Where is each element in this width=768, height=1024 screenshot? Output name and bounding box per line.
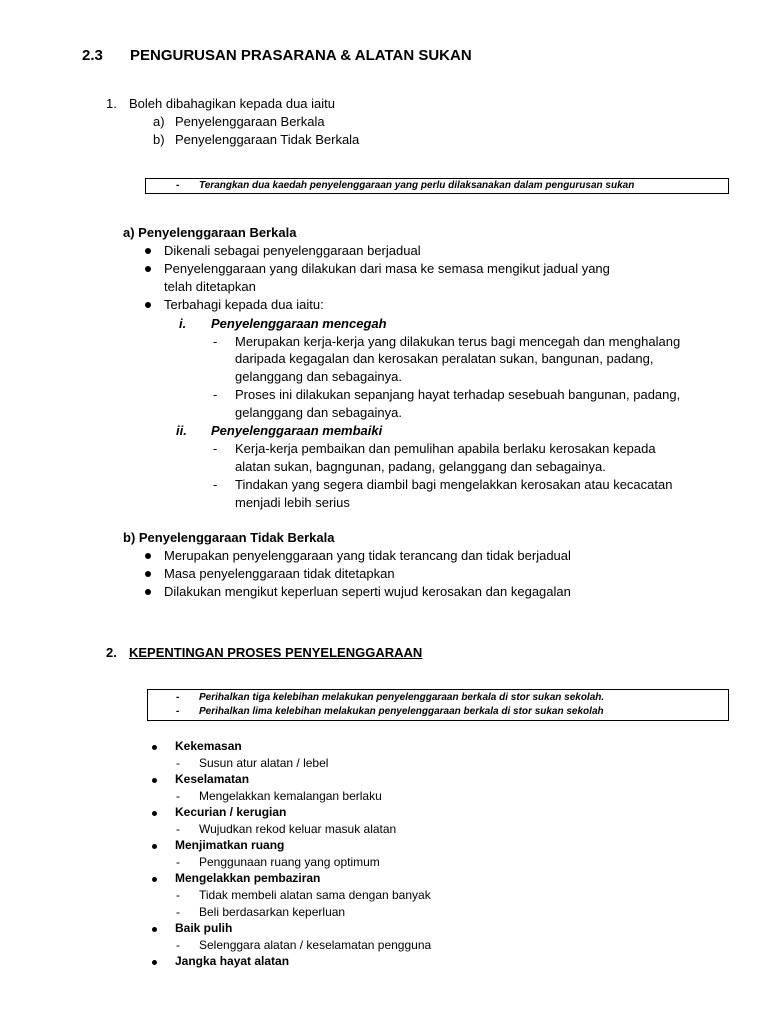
sub-line: gelanggang dan sebagainya. — [235, 405, 402, 420]
dash: - — [213, 477, 218, 492]
bullet-icon — [152, 745, 157, 750]
tidak-berkala-bullet: Masa penyelenggaraan tidak ditetapkan — [164, 566, 395, 581]
bullet-icon — [152, 811, 157, 816]
bullet-icon — [152, 778, 157, 783]
dash: - — [213, 441, 218, 456]
sub-line: gelanggang dan sebagainya. — [235, 369, 402, 384]
tidak-berkala-bullet: Dilakukan mengikut keperluan seperti wujud kerosakan dan kegagalan — [164, 584, 571, 599]
dash: - — [176, 905, 180, 919]
bullet-icon — [145, 589, 151, 595]
dash: - — [176, 756, 180, 770]
sub-number: i. — [179, 316, 187, 331]
point-sub: Beli berdasarkan keperluan — [199, 905, 346, 919]
bullet-icon — [152, 844, 157, 849]
dash: - — [176, 789, 180, 803]
bullet-icon — [152, 877, 157, 882]
bullet-icon — [145, 248, 151, 254]
tidak-berkala-bullet: Merupakan penyelenggaraan yang tidak terancang dan tidak berjadual — [164, 548, 571, 563]
bullet-icon — [145, 302, 151, 308]
point-sub: Wujudkan rekod keluar masuk alatan — [199, 822, 397, 836]
intro-item: Penyelenggaraan Tidak Berkala — [175, 132, 360, 147]
sub-title: Penyelenggaraan mencegah — [211, 316, 387, 331]
question-text: Perihalkan tiga kelebihan melakukan penyelenggaraan berkala di stor sukan sekolah. — [199, 692, 605, 703]
bullet-icon — [152, 960, 157, 965]
sub-line: Tindakan yang segera diambil bagi mengelakkan kerosakan atau kecacatan — [235, 477, 673, 492]
berkala-bullet-cont: telah ditetapkan — [164, 279, 256, 294]
question-dash: - — [176, 706, 180, 717]
question-text: Perihalkan lima kelebihan melakukan penyelenggaraan berkala di stor sukan sekolah — [199, 706, 604, 717]
sub-line: Merupakan kerja-kerja yang dilakukan terus bagi mencegah dan menghalang — [235, 334, 681, 349]
kepentingan-title: KEPENTINGAN PROSES PENYELENGGARAAN — [129, 645, 423, 660]
dash: - — [176, 855, 180, 869]
point-sub: Susun atur alatan / lebel — [199, 756, 329, 770]
bullet-icon — [152, 927, 157, 932]
intro-item-label: a) — [153, 114, 165, 129]
bullet-icon — [145, 553, 151, 559]
intro-item-label: b) — [153, 132, 165, 147]
section-number: 2.3 — [82, 47, 103, 64]
point-sub: Tidak membeli alatan sama dengan banyak — [199, 888, 431, 902]
question-dash: - — [176, 180, 180, 191]
sub-line: daripada kegagalan dan kerosakan peralatan sukan, bangunan, padang, — [235, 351, 654, 366]
point-sub: Selenggara alatan / keselamatan pengguna — [199, 938, 432, 952]
berkala-heading: a) Penyelenggaraan Berkala — [123, 225, 297, 240]
point-title: Mengelakkan pembaziran — [175, 871, 321, 885]
intro-item: Penyelenggaraan Berkala — [175, 114, 325, 129]
intro-text: Boleh dibahagikan kepada dua iaitu — [129, 96, 336, 111]
sub-number: ii. — [176, 423, 187, 438]
dash: - — [176, 888, 180, 902]
section-title: PENGURUSAN PRASARANA & ALATAN SUKAN — [130, 47, 472, 64]
dash: - — [213, 334, 218, 349]
dash: - — [176, 938, 180, 952]
tidak-berkala-heading: b) Penyelenggaraan Tidak Berkala — [123, 530, 335, 545]
berkala-bullet: Terbahagi kepada dua iaitu: — [164, 297, 324, 312]
berkala-bullet: Penyelenggaraan yang dilakukan dari masa ke semasa mengikut jadual yang — [164, 261, 610, 276]
point-title: Keselamatan — [175, 772, 250, 786]
sub-line: menjadi lebih serius — [235, 495, 350, 510]
berkala-bullet: Dikenali sebagai penyelenggaraan berjadual — [164, 243, 421, 258]
kepentingan-number: 2. — [106, 645, 117, 660]
sub-line: Kerja-kerja pembaikan dan pemulihan apabila berlaku kerosakan kepada — [235, 441, 656, 456]
point-title: Menjimatkan ruang — [175, 838, 285, 852]
point-sub: Mengelakkan kemalangan berlaku — [199, 789, 382, 803]
bullet-icon — [145, 266, 151, 272]
question-text: Terangkan dua kaedah penyelenggaraan yang perlu dilaksanakan dalam pengurusan sukan — [199, 180, 635, 191]
bullet-icon — [145, 571, 151, 577]
sub-line: Proses ini dilakukan sepanjang hayat terhadap sesebuah bangunan, padang, — [235, 387, 681, 402]
point-sub: Penggunaan ruang yang optimum — [199, 855, 380, 869]
intro-number: 1. — [106, 96, 117, 111]
sub-title: Penyelenggaraan membaiki — [211, 423, 383, 438]
question-dash: - — [176, 692, 180, 703]
point-title: Jangka hayat alatan — [175, 954, 290, 968]
dash: - — [213, 387, 218, 402]
point-title: Baik pulih — [175, 921, 233, 935]
sub-line: alatan sukan, bagngunan, padang, gelanggang dan sebagainya. — [235, 459, 606, 474]
point-title: Kekemasan — [175, 739, 242, 753]
dash: - — [176, 822, 180, 836]
point-title: Kecurian / kerugian — [175, 805, 287, 819]
